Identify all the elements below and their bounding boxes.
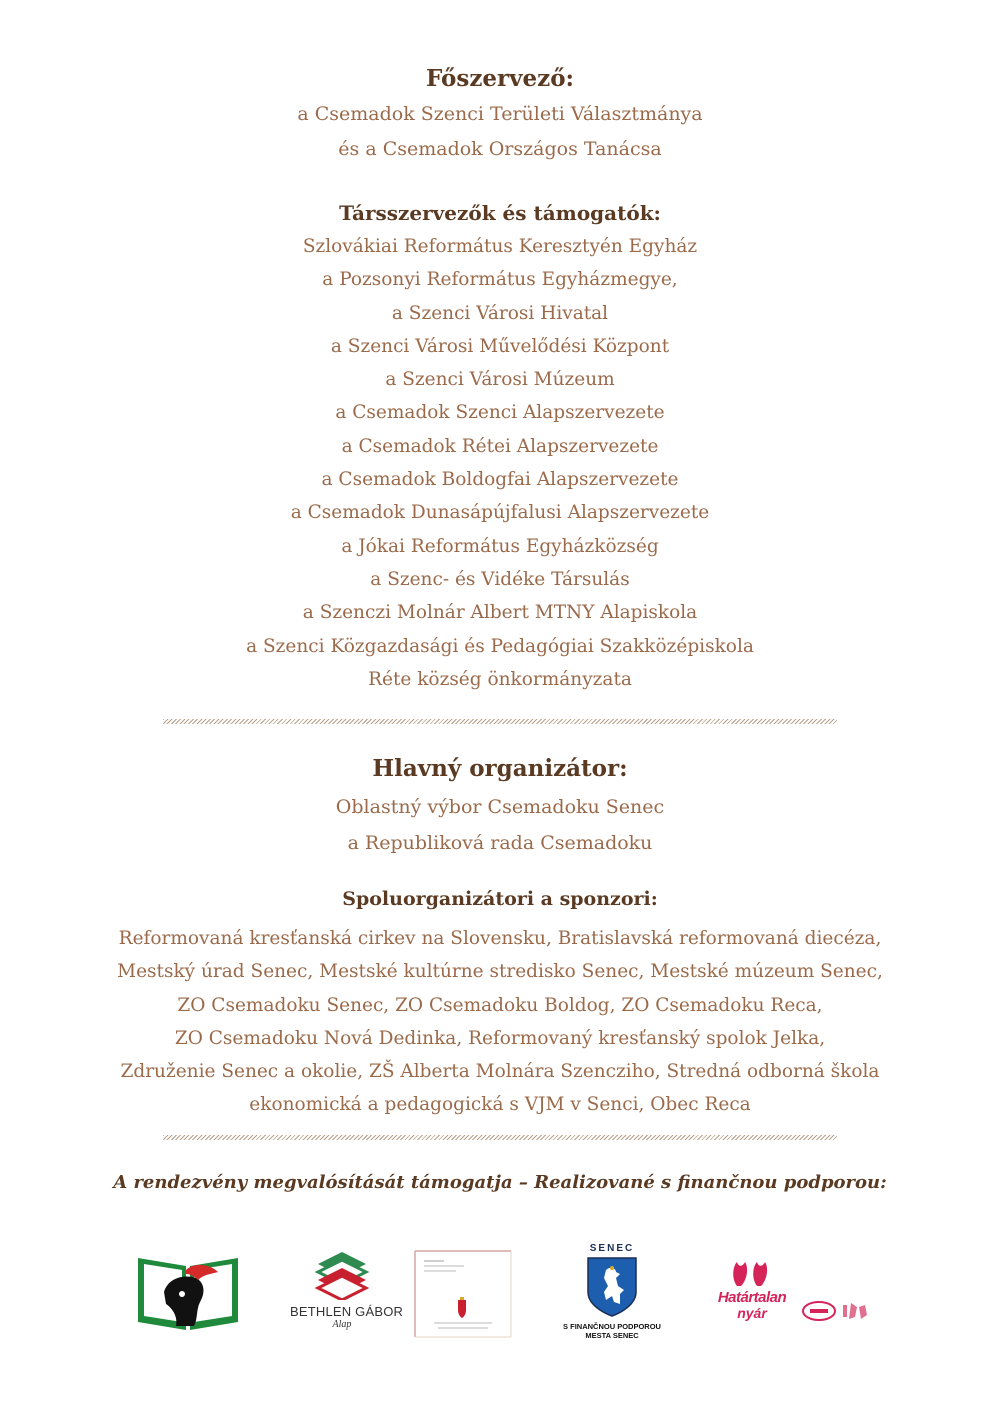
hu-co-item: a Csemadok Szenci Alapszervezete	[335, 402, 665, 424]
sk-co-heading: Spoluorganizátori a sponzori:	[342, 888, 658, 910]
senec-caption-1: S FINANČNOU PODPOROU	[563, 1322, 661, 1331]
hu-co-item: a Pozsonyi Református Egyházmegye,	[322, 269, 678, 291]
sk-co-item: Združenie Senec a okolie, ZŠ Alberta Molnára Szencziho, Stredná odborná škola	[120, 1061, 880, 1083]
hu-co-item: a Csemadok Dunasápújfalusi Alapszervezete	[290, 502, 710, 524]
hu-main-section	[0, 62, 1000, 166]
sk-co-item: Mestský úrad Senec, Mestské kultúrne stredisko Senec, Mestské múzeum Senec,	[117, 961, 883, 983]
hatartalan-nyar-logo	[704, 1260, 800, 1330]
sk-main-line: Oblastný výbor Csemadoku Senec	[335, 796, 665, 818]
sk-main-section	[0, 752, 1000, 858]
hu-co-item: a Szenci Városi Múzeum	[385, 369, 615, 391]
bethlen-gabor-logo	[290, 1246, 404, 1342]
government-logo	[414, 1250, 512, 1338]
mol-oval-icon	[801, 1297, 871, 1327]
bethlen-sub: Alap	[332, 1319, 352, 1330]
sk-co-item: ZO Csemadoku Nová Dedinka, Reformovaný kresťanský spolok Jelka,	[174, 1027, 826, 1049]
hu-co-item: a Szenci Városi Hivatal	[391, 302, 609, 324]
tulip-icon	[729, 1260, 775, 1288]
hu-co-item: a Szenc- és Vidéke Társulás	[370, 568, 630, 590]
section-divider	[163, 719, 837, 724]
csemadok-logo-icon	[134, 1252, 242, 1334]
sk-main-line: a Republiková rada Csemadoku	[347, 832, 653, 854]
support-line: A rendezvény megvalósítását támogatja – Realizované s finančnou podporou:	[113, 1172, 887, 1193]
hu-co-item: a Jókai Református Egyházközség	[341, 535, 659, 557]
hu-co-section	[0, 196, 1000, 696]
hu-main-line: és a Csemadok Országos Tanácsa	[338, 138, 662, 160]
senec-name: SENEC	[589, 1243, 635, 1254]
hu-co-item: Réte község önkormányzata	[368, 668, 632, 690]
senec-caption-2: MESTA SENEC	[585, 1331, 639, 1340]
hu-main-heading: Főszervező:	[425, 65, 575, 92]
sk-main-heading: Hlavný organizátor:	[372, 755, 628, 782]
mol-logo	[801, 1297, 871, 1327]
section-divider	[163, 1135, 837, 1140]
hu-co-item: a Szenczi Molnár Albert MTNY Alapiskola	[302, 602, 698, 624]
senec-coat-of-arms-icon	[586, 1256, 638, 1318]
hu-co-heading: Társszervezők és támogatók:	[339, 201, 661, 225]
bethlen-shield-icon	[312, 1246, 372, 1300]
csemadok-logo	[134, 1252, 242, 1334]
bethlen-name: BETHLEN GÁBOR	[290, 1304, 404, 1319]
hu-co-list	[0, 230, 1000, 696]
government-crest-icon	[414, 1250, 512, 1338]
hatartalan-text: Határtalan	[717, 1289, 787, 1306]
sk-co-item: ZO Csemadoku Senec, ZO Csemadoku Boldog, ZO Csemadoku Reca,	[177, 994, 823, 1016]
hu-co-item: a Csemadok Rétei Alapszervezete	[341, 435, 659, 457]
hu-co-item: a Szenci Közgazdasági és Pedagógiai Szakközépiskola	[246, 635, 754, 657]
sk-co-item: ekonomická a pedagogická s VJM v Senci, Obec Reca	[249, 1094, 751, 1116]
senec-logo	[558, 1243, 666, 1347]
hu-co-item: a Csemadok Boldogfai Alapszervezete	[321, 469, 679, 491]
nyar-text: nyár	[737, 1305, 767, 1321]
hu-co-item: a Szenci Városi Művelődési Központ	[330, 335, 670, 357]
sk-co-section	[0, 882, 1000, 1122]
sk-co-item: Reformovaná kresťanská cirkev na Slovensku, Bratislavská reformovaná diecéza,	[118, 928, 882, 949]
hu-main-line: a Csemadok Szenci Területi Választmánya	[297, 103, 703, 125]
hu-co-item: Szlovákiai Református Keresztyén Egyház	[302, 236, 698, 257]
